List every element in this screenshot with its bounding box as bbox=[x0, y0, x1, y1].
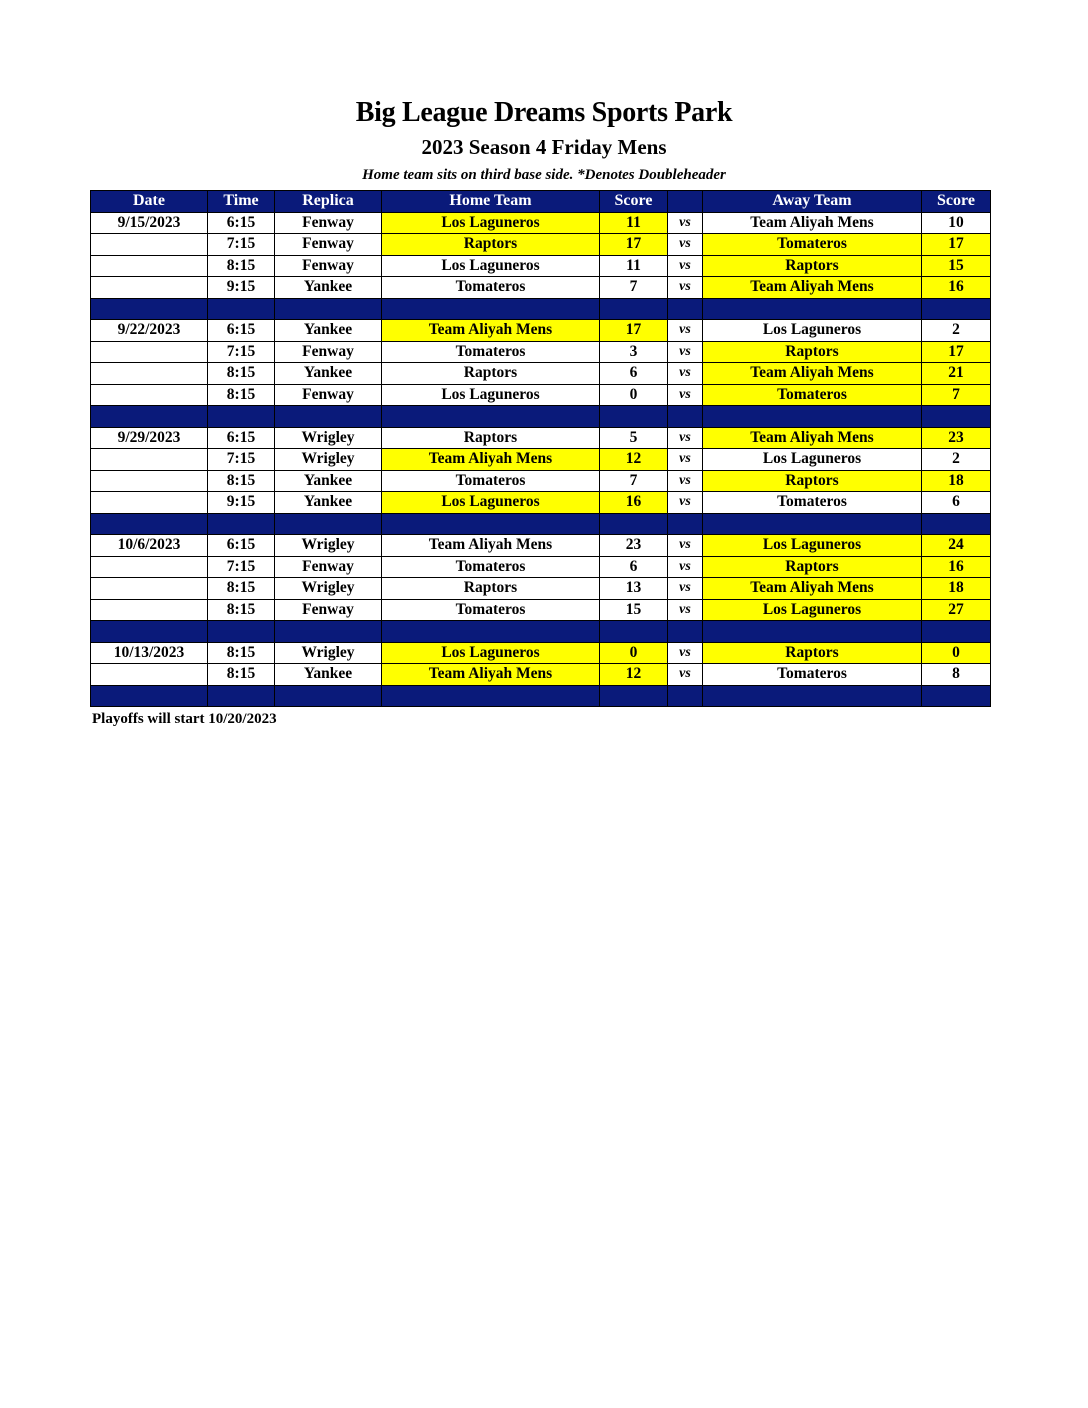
game-replica: Yankee bbox=[275, 470, 382, 492]
game-date: 9/15/2023 bbox=[91, 212, 208, 234]
home-team: Los Laguneros bbox=[382, 384, 600, 406]
vs-label: vs bbox=[668, 277, 703, 299]
home-team: Team Aliyah Mens bbox=[382, 535, 600, 557]
away-score: 0 bbox=[922, 642, 991, 664]
game-date bbox=[91, 384, 208, 406]
separator-cell bbox=[600, 621, 668, 643]
separator-cell bbox=[668, 621, 703, 643]
game-time: 8:15 bbox=[208, 255, 275, 277]
game-time: 6:15 bbox=[208, 535, 275, 557]
away-score: 16 bbox=[922, 277, 991, 299]
game-replica: Wrigley bbox=[275, 578, 382, 600]
away-team: Raptors bbox=[703, 470, 922, 492]
game-date bbox=[91, 234, 208, 256]
away-team: Tomateros bbox=[703, 492, 922, 514]
game-replica: Fenway bbox=[275, 341, 382, 363]
game-date bbox=[91, 492, 208, 514]
game-time: 8:15 bbox=[208, 363, 275, 385]
game-date: 10/13/2023 bbox=[91, 642, 208, 664]
home-score: 12 bbox=[600, 449, 668, 471]
vs-label: vs bbox=[668, 427, 703, 449]
home-score: 15 bbox=[600, 599, 668, 621]
home-score: 7 bbox=[600, 470, 668, 492]
away-team: Los Laguneros bbox=[703, 449, 922, 471]
away-score: 2 bbox=[922, 449, 991, 471]
separator-cell bbox=[208, 685, 275, 707]
table-row bbox=[91, 427, 991, 449]
header-date: Date bbox=[91, 191, 208, 213]
away-score: 18 bbox=[922, 470, 991, 492]
separator-cell bbox=[600, 298, 668, 320]
game-replica: Fenway bbox=[275, 212, 382, 234]
vs-label: vs bbox=[668, 212, 703, 234]
separator-cell bbox=[91, 621, 208, 643]
separator-cell bbox=[382, 621, 600, 643]
away-team: Team Aliyah Mens bbox=[703, 427, 922, 449]
home-score: 11 bbox=[600, 212, 668, 234]
away-score: 24 bbox=[922, 535, 991, 557]
week-separator-row bbox=[91, 621, 991, 643]
table-row bbox=[91, 556, 991, 578]
vs-label: vs bbox=[668, 599, 703, 621]
table-row bbox=[91, 384, 991, 406]
game-time: 7:15 bbox=[208, 556, 275, 578]
game-date bbox=[91, 363, 208, 385]
game-replica: Yankee bbox=[275, 277, 382, 299]
away-score: 17 bbox=[922, 341, 991, 363]
game-date: 9/22/2023 bbox=[91, 320, 208, 342]
game-time: 7:15 bbox=[208, 449, 275, 471]
separator-cell bbox=[91, 685, 208, 707]
away-score: 6 bbox=[922, 492, 991, 514]
game-replica: Yankee bbox=[275, 363, 382, 385]
separator-cell bbox=[91, 513, 208, 535]
game-date bbox=[91, 664, 208, 686]
vs-label: vs bbox=[668, 470, 703, 492]
home-team: Team Aliyah Mens bbox=[382, 664, 600, 686]
header-away-score: Score bbox=[922, 191, 991, 213]
vs-label: vs bbox=[668, 384, 703, 406]
header-vs bbox=[668, 191, 703, 213]
separator-cell bbox=[703, 406, 922, 428]
separator-cell bbox=[922, 298, 991, 320]
vs-label: vs bbox=[668, 578, 703, 600]
home-team: Los Laguneros bbox=[382, 255, 600, 277]
home-score: 7 bbox=[600, 277, 668, 299]
home-team: Los Laguneros bbox=[382, 492, 600, 514]
home-score: 17 bbox=[600, 320, 668, 342]
away-score: 21 bbox=[922, 363, 991, 385]
separator-cell bbox=[275, 621, 382, 643]
separator-cell bbox=[208, 621, 275, 643]
header-home-score: Score bbox=[600, 191, 668, 213]
game-replica: Yankee bbox=[275, 664, 382, 686]
game-replica: Yankee bbox=[275, 320, 382, 342]
separator-cell bbox=[668, 513, 703, 535]
away-score: 8 bbox=[922, 664, 991, 686]
separator-cell bbox=[600, 513, 668, 535]
table-row bbox=[91, 255, 991, 277]
game-date bbox=[91, 599, 208, 621]
home-team: Tomateros bbox=[382, 470, 600, 492]
away-score: 2 bbox=[922, 320, 991, 342]
away-team: Raptors bbox=[703, 255, 922, 277]
separator-cell bbox=[600, 406, 668, 428]
home-team: Tomateros bbox=[382, 341, 600, 363]
home-team: Raptors bbox=[382, 578, 600, 600]
home-score: 12 bbox=[600, 664, 668, 686]
vs-label: vs bbox=[668, 535, 703, 557]
home-score: 17 bbox=[600, 234, 668, 256]
table-row bbox=[91, 599, 991, 621]
header-home-team: Home Team bbox=[382, 191, 600, 213]
game-replica: Fenway bbox=[275, 234, 382, 256]
game-replica: Wrigley bbox=[275, 642, 382, 664]
game-time: 8:15 bbox=[208, 642, 275, 664]
home-score: 6 bbox=[600, 363, 668, 385]
separator-cell bbox=[91, 406, 208, 428]
away-team: Team Aliyah Mens bbox=[703, 363, 922, 385]
separator-cell bbox=[275, 685, 382, 707]
game-replica: Fenway bbox=[275, 255, 382, 277]
home-score: 13 bbox=[600, 578, 668, 600]
game-date: 10/6/2023 bbox=[91, 535, 208, 557]
separator-cell bbox=[275, 513, 382, 535]
separator-cell bbox=[703, 298, 922, 320]
separator-cell bbox=[922, 621, 991, 643]
game-time: 8:15 bbox=[208, 664, 275, 686]
game-replica: Fenway bbox=[275, 556, 382, 578]
home-team: Team Aliyah Mens bbox=[382, 320, 600, 342]
vs-label: vs bbox=[668, 234, 703, 256]
game-time: 7:15 bbox=[208, 341, 275, 363]
separator-cell bbox=[668, 685, 703, 707]
game-time: 9:15 bbox=[208, 277, 275, 299]
week-separator-row bbox=[91, 298, 991, 320]
table-row bbox=[91, 470, 991, 492]
separator-cell bbox=[922, 406, 991, 428]
home-team: Raptors bbox=[382, 427, 600, 449]
table-row bbox=[91, 212, 991, 234]
home-score: 16 bbox=[600, 492, 668, 514]
table-row bbox=[91, 277, 991, 299]
game-time: 6:15 bbox=[208, 427, 275, 449]
separator-cell bbox=[382, 513, 600, 535]
separator-cell bbox=[275, 406, 382, 428]
game-time: 8:15 bbox=[208, 578, 275, 600]
game-date bbox=[91, 449, 208, 471]
home-team: Raptors bbox=[382, 363, 600, 385]
separator-cell bbox=[922, 513, 991, 535]
vs-label: vs bbox=[668, 664, 703, 686]
home-score: 11 bbox=[600, 255, 668, 277]
table-row bbox=[91, 578, 991, 600]
schedule-body bbox=[91, 212, 991, 707]
table-row bbox=[91, 341, 991, 363]
table-row bbox=[91, 234, 991, 256]
separator-cell bbox=[703, 513, 922, 535]
game-replica: Fenway bbox=[275, 384, 382, 406]
away-score: 15 bbox=[922, 255, 991, 277]
week-separator-row bbox=[91, 406, 991, 428]
separator-cell bbox=[668, 406, 703, 428]
vs-label: vs bbox=[668, 449, 703, 471]
separator-cell bbox=[208, 298, 275, 320]
separator-cell bbox=[275, 298, 382, 320]
separator-cell bbox=[703, 685, 922, 707]
away-team: Tomateros bbox=[703, 234, 922, 256]
home-team: Tomateros bbox=[382, 556, 600, 578]
separator-cell bbox=[703, 621, 922, 643]
away-score: 16 bbox=[922, 556, 991, 578]
separator-cell bbox=[382, 298, 600, 320]
table-row bbox=[91, 449, 991, 471]
home-score: 0 bbox=[600, 384, 668, 406]
home-score: 5 bbox=[600, 427, 668, 449]
week-separator-row bbox=[91, 685, 991, 707]
table-row bbox=[91, 664, 991, 686]
game-time: 9:15 bbox=[208, 492, 275, 514]
away-score: 18 bbox=[922, 578, 991, 600]
home-team: Tomateros bbox=[382, 599, 600, 621]
away-score: 23 bbox=[922, 427, 991, 449]
separator-cell bbox=[91, 298, 208, 320]
vs-label: vs bbox=[668, 556, 703, 578]
game-time: 8:15 bbox=[208, 599, 275, 621]
game-date: 9/29/2023 bbox=[91, 427, 208, 449]
away-team: Team Aliyah Mens bbox=[703, 212, 922, 234]
vs-label: vs bbox=[668, 363, 703, 385]
game-replica: Yankee bbox=[275, 492, 382, 514]
game-date bbox=[91, 277, 208, 299]
away-team: Tomateros bbox=[703, 664, 922, 686]
away-team: Raptors bbox=[703, 341, 922, 363]
away-team: Raptors bbox=[703, 556, 922, 578]
away-score: 17 bbox=[922, 234, 991, 256]
vs-label: vs bbox=[668, 642, 703, 664]
home-team: Tomateros bbox=[382, 277, 600, 299]
table-row bbox=[91, 363, 991, 385]
away-team: Raptors bbox=[703, 642, 922, 664]
separator-cell bbox=[382, 406, 600, 428]
page-subtitle: 2023 Season 4 Friday Mens bbox=[421, 135, 667, 159]
page-title: Big League Dreams Sports Park bbox=[355, 97, 733, 128]
game-replica: Wrigley bbox=[275, 535, 382, 557]
home-score: 23 bbox=[600, 535, 668, 557]
game-time: 8:15 bbox=[208, 384, 275, 406]
schedule-table bbox=[90, 190, 991, 707]
schedule-note: Home team sits on third base side. *Denotes Doubleheader bbox=[362, 167, 726, 183]
vs-label: vs bbox=[668, 255, 703, 277]
vs-label: vs bbox=[668, 341, 703, 363]
game-date bbox=[91, 470, 208, 492]
away-score: 10 bbox=[922, 212, 991, 234]
home-team: Los Laguneros bbox=[382, 212, 600, 234]
playoffs-note: Playoffs will start 10/20/2023 bbox=[92, 711, 277, 727]
away-score: 27 bbox=[922, 599, 991, 621]
table-row bbox=[91, 320, 991, 342]
away-team: Los Laguneros bbox=[703, 535, 922, 557]
game-time: 6:15 bbox=[208, 320, 275, 342]
game-date bbox=[91, 341, 208, 363]
table-row bbox=[91, 492, 991, 514]
game-time: 8:15 bbox=[208, 470, 275, 492]
separator-cell bbox=[382, 685, 600, 707]
separator-cell bbox=[208, 513, 275, 535]
separator-cell bbox=[208, 406, 275, 428]
away-team: Los Laguneros bbox=[703, 599, 922, 621]
home-team: Team Aliyah Mens bbox=[382, 449, 600, 471]
game-date bbox=[91, 255, 208, 277]
game-time: 7:15 bbox=[208, 234, 275, 256]
game-date bbox=[91, 578, 208, 600]
away-team: Tomateros bbox=[703, 384, 922, 406]
week-separator-row bbox=[91, 513, 991, 535]
table-row bbox=[91, 535, 991, 557]
vs-label: vs bbox=[668, 320, 703, 342]
home-team: Los Laguneros bbox=[382, 642, 600, 664]
separator-cell bbox=[922, 685, 991, 707]
header-time: Time bbox=[208, 191, 275, 213]
game-replica: Wrigley bbox=[275, 449, 382, 471]
home-score: 3 bbox=[600, 341, 668, 363]
header-away-team: Away Team bbox=[703, 191, 922, 213]
home-team: Raptors bbox=[382, 234, 600, 256]
away-score: 7 bbox=[922, 384, 991, 406]
game-replica: Fenway bbox=[275, 599, 382, 621]
game-date bbox=[91, 556, 208, 578]
game-replica: Wrigley bbox=[275, 427, 382, 449]
away-team: Team Aliyah Mens bbox=[703, 578, 922, 600]
header-row bbox=[91, 191, 991, 213]
header-replica: Replica bbox=[275, 191, 382, 213]
away-team: Team Aliyah Mens bbox=[703, 277, 922, 299]
home-score: 0 bbox=[600, 642, 668, 664]
separator-cell bbox=[668, 298, 703, 320]
home-score: 6 bbox=[600, 556, 668, 578]
away-team: Los Laguneros bbox=[703, 320, 922, 342]
separator-cell bbox=[600, 685, 668, 707]
vs-label: vs bbox=[668, 492, 703, 514]
game-time: 6:15 bbox=[208, 212, 275, 234]
table-row bbox=[91, 642, 991, 664]
